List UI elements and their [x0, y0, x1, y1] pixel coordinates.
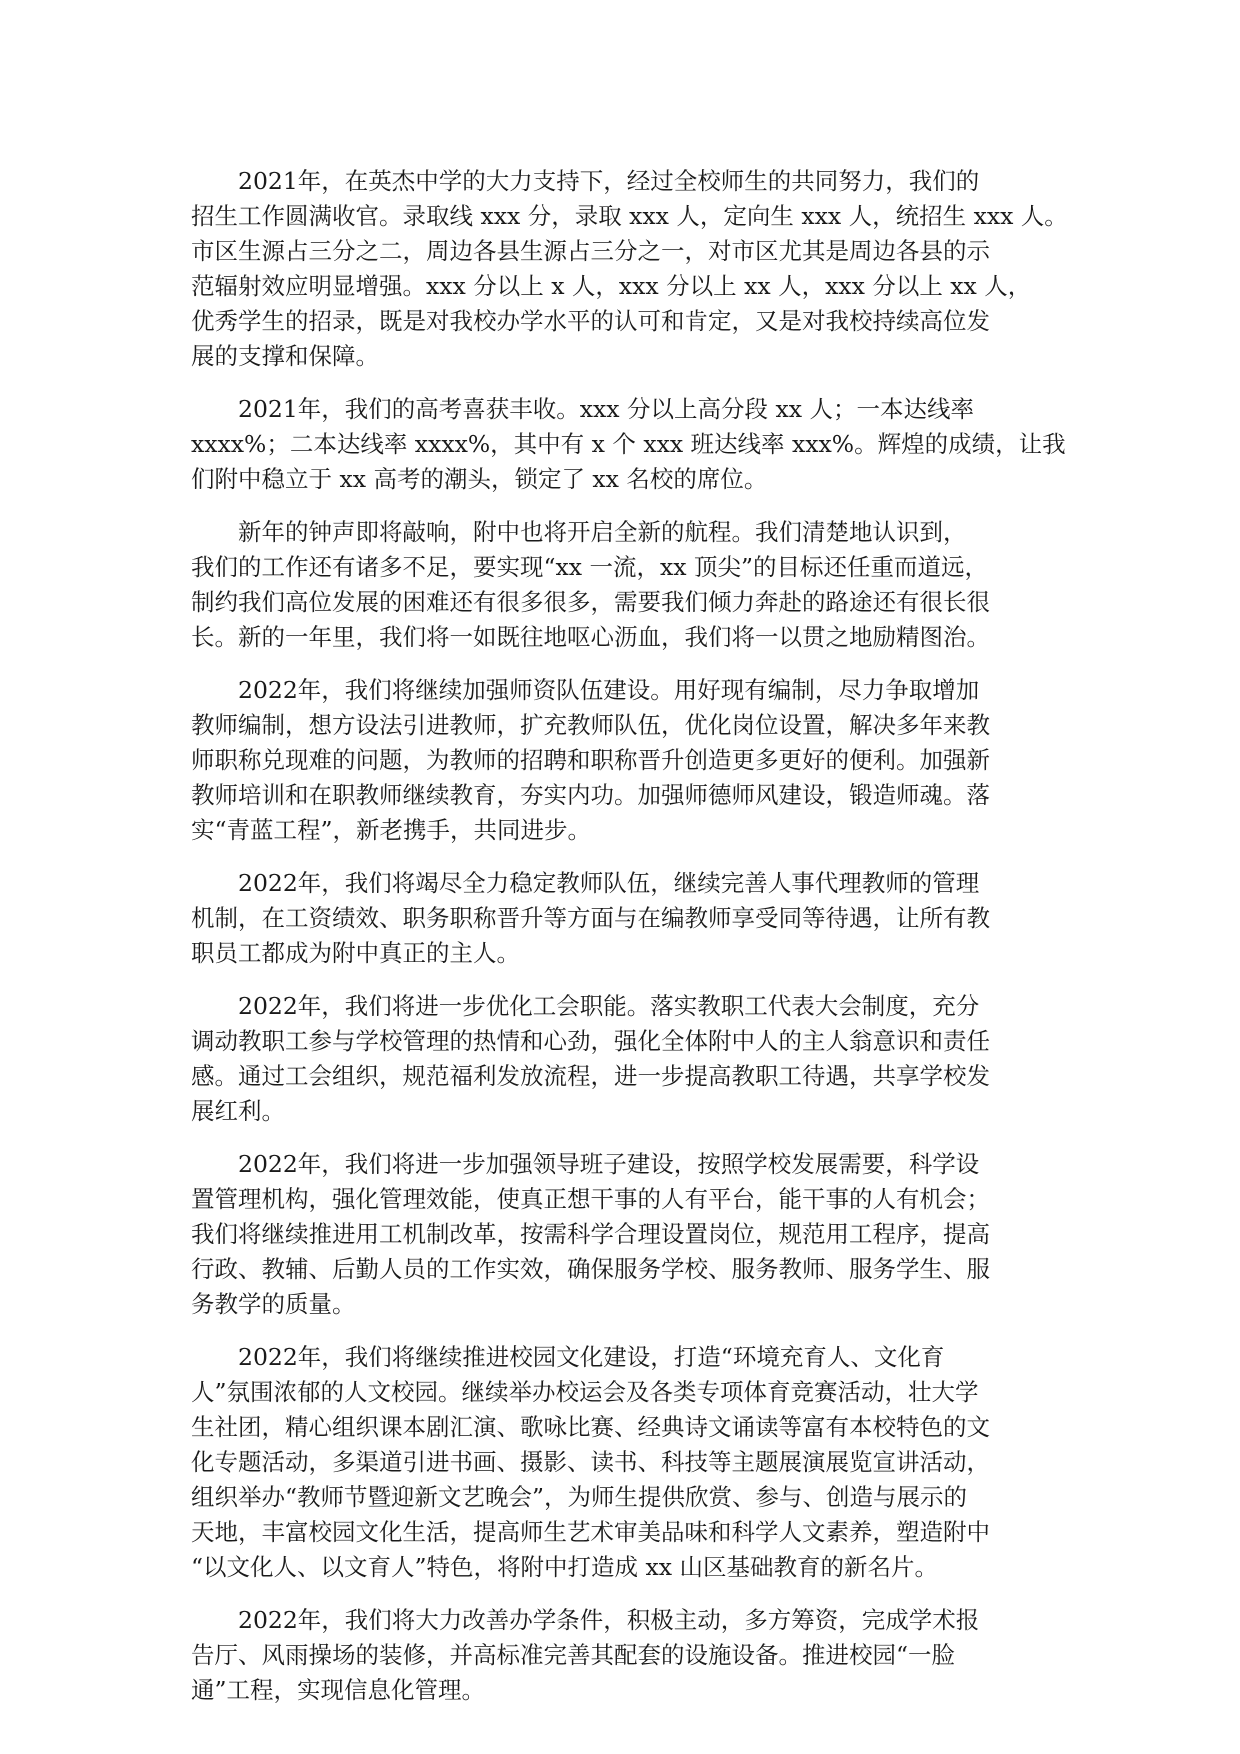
text-line: 我们的工作还有诸多不足，要实现“xx 一流，xx 顶尖”的目标还任重而道远，	[191, 553, 988, 581]
text-line: 新年的钟声即将敲响，附中也将开启全新的航程。我们清楚地认识到，	[238, 518, 967, 546]
text-line: 2021年，在英杰中学的大力支持下，经过全校师生的共同努力，我们的	[238, 167, 980, 195]
text-line: 机制，在工资绩效、职务职称晋升等方面与在编教师享受同等待遇，让所有教	[191, 904, 990, 932]
text-line: 化专题活动，多渠道引进书画、摄影、读书、科技等主题展演展览宣讲活动，	[191, 1448, 990, 1476]
text-line: 们附中稳立于 xx 高考的潮头，锁定了 xx 名校的席位。	[191, 465, 768, 493]
text-line: 天地，丰富校园文化生活，提高师生艺术审美品味和科学人文素养，塑造附中	[191, 1518, 990, 1546]
paragraph	[191, 392, 1066, 497]
text-line: 师职称兑现难的问题，为教师的招聘和职称晋升创造更多更好的便利。加强新	[191, 746, 990, 774]
text-line: 2021年，我们的高考喜获丰收。xxx 分以上高分段 xx 人；一本达线率	[238, 395, 974, 423]
paragraph	[191, 164, 1068, 374]
text-line: 展的支撑和保障。	[191, 342, 379, 370]
text-line: 生社团，精心组织课本剧汇演、歌咏比赛、经典诗文诵读等富有本校特色的文	[191, 1413, 990, 1441]
text-line: 感。通过工会组织，规范福利发放流程，进一步提高教职工待遇，共享学校发	[191, 1062, 990, 1090]
paragraph	[191, 1603, 1041, 1708]
text-line: xxxx%；二本达线率 xxxx%，其中有 x 个 xxx 班达线率 xxx%。辉煌的成绩，让我	[191, 430, 1066, 458]
text-line: 组织举办“教师节暨迎新文艺晚会”，为师生提供欣赏、参与、创造与展示的	[191, 1483, 968, 1511]
text-line: 优秀学生的招录，既是对我校办学水平的认可和肯定，又是对我校持续高位发	[191, 307, 990, 335]
paragraph	[191, 515, 1041, 655]
text-line: 招生工作圆满收官。录取线 xxx 分，录取 xxx 人，定向生 xxx 人，统招生 xxx 人。	[191, 202, 1068, 230]
text-line: 教师编制，想方设法引进教师，扩充教师队伍，优化岗位设置，解决多年来教	[191, 711, 990, 739]
text-line: 2022年，我们将竭尽全力稳定教师队伍，继续完善人事代理教师的管理	[238, 869, 980, 897]
text-line: 职员工都成为附中真正的主人。	[191, 939, 520, 967]
text-line: 教师培训和在职教师继续教育，夯实内功。加强师德师风建设，锻造师魂。落	[191, 781, 990, 809]
text-line: 告厅、风雨操场的装修，并高标准完善其配套的设施设备。推进校园“一脸	[191, 1641, 956, 1669]
text-line: 行政、教辅、后勤人员的工作实效，确保服务学校、服务教师、服务学生、服	[191, 1255, 990, 1283]
text-line: 2022年，我们将大力改善办学条件，积极主动，多方筹资，完成学术报	[238, 1606, 980, 1634]
text-line: 2022年，我们将继续加强师资队伍建设。用好现有编制，尽力争取增加	[238, 676, 980, 704]
text-line: 人”氛围浓郁的人文校园。继续举办校运会及各类专项体育竞赛活动，壮大学	[191, 1378, 979, 1406]
text-line: 展红利。	[191, 1097, 285, 1125]
paragraph	[191, 1147, 1041, 1322]
paragraph	[191, 866, 1041, 971]
text-line: 置管理机构，强化管理效能，使真正想干事的人有平台，能干事的人有机会；	[191, 1185, 990, 1213]
text-line: 长。新的一年里，我们将一如既往地呕心沥血，我们将一以贯之地励精图治。	[191, 623, 990, 651]
paragraph	[191, 673, 1041, 848]
paragraph	[191, 1340, 1041, 1585]
text-line: 务教学的质量。	[191, 1290, 356, 1318]
text-line: 我们将继续推进用工机制改革，按需科学合理设置岗位，规范用工程序，提高	[191, 1220, 990, 1248]
text-line: 通”工程，实现信息化管理。	[191, 1676, 486, 1704]
text-line: 2022年，我们将进一步优化工会职能。落实教职工代表大会制度，充分	[238, 992, 980, 1020]
text-line: 实“青蓝工程”，新老携手，共同进步。	[191, 816, 592, 844]
text-line: 2022年，我们将继续推进校园文化建设，打造“环境充育人、文化育	[238, 1343, 945, 1371]
text-line: 市区生源占三分之二，周边各县生源占三分之一，对市区尤其是周边各县的示	[191, 237, 990, 265]
paragraph	[191, 989, 1041, 1129]
text-line: 2022年，我们将进一步加强领导班子建设，按照学校发展需要，科学设	[238, 1150, 980, 1178]
document-body	[191, 164, 1068, 1726]
text-line: 调动教职工参与学校管理的热情和心劲，强化全体附中人的主人翁意识和责任	[191, 1027, 990, 1055]
text-line: “以文化人、以文育人”特色，将附中打造成 xx 山区基础教育的新名片。	[191, 1553, 938, 1581]
text-line: 制约我们高位发展的困难还有很多很多，需要我们倾力奔赴的路途还有很长很	[191, 588, 990, 616]
text-line: 范辐射效应明显增强。xxx 分以上 x 人，xxx 分以上 xx 人，xxx 分以上 xx 人，	[191, 272, 1032, 300]
